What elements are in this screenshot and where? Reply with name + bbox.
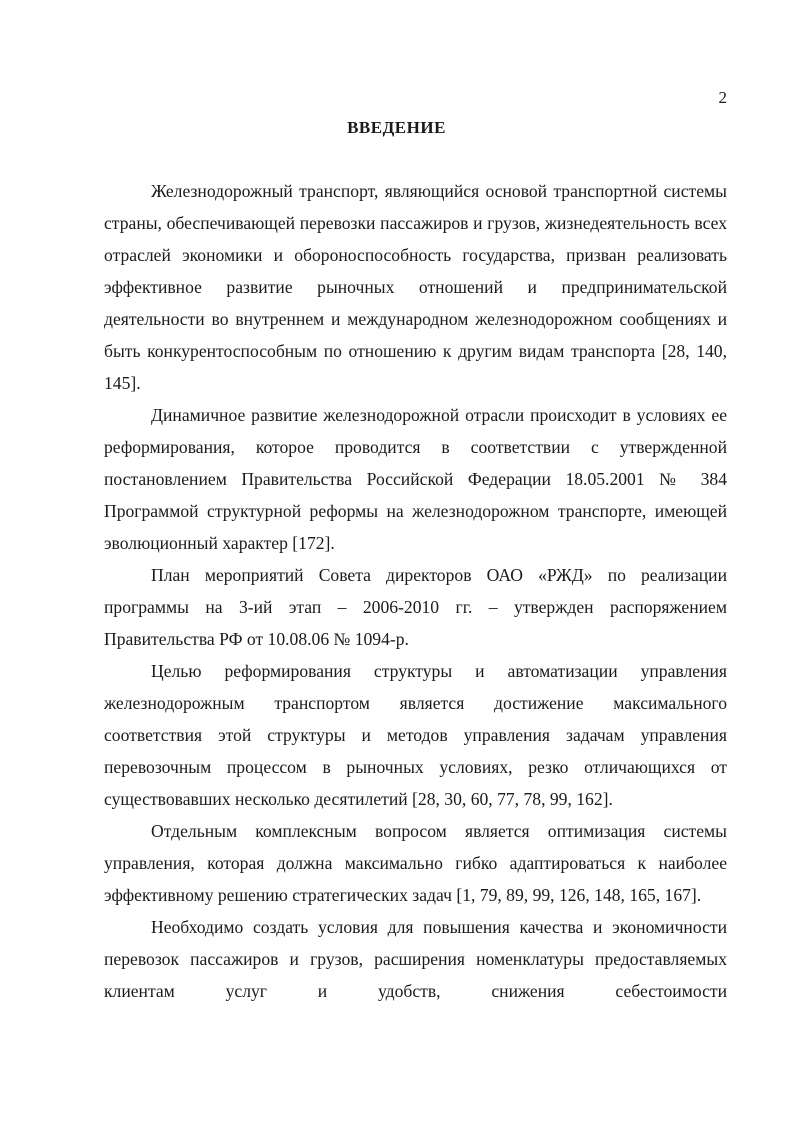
section-title: ВВЕДЕНИЕ [347,118,446,137]
paragraph-5: Отдельным комплексным вопросом является оптимизация системы управления, которая должна максимально гибко адаптироваться к наиболее эффективному решению стратегических задач [1, 79, 89, 99, 126, 148, 165, 167]. [104,821,727,905]
body-text [104,175,727,1007]
paragraph-1: Железнодорожный транспорт, являющийся основой транспортной системы страны, обеспечивающей перевозки пассажиров и грузов, жизнедеятельность всех отраслей экономики и обороноспособность государства, призван реализовать эффективное развитие рыночных отношений и предпринимательской деятельности во внутреннем и международном железнодорожном сообщениях и быть конкурентоспособным по отношению к другим видам транспорта [28, 140, 145]. [104,181,727,393]
paragraph-6: Необходимо создать условия для повышения качества и экономичности перевозок пассажиров и грузов, расширения номенклатуры предоставляемых клиентам услуг и удобств, снижения себестоимости [104,917,727,1001]
paragraph-3: План мероприятий Совета директоров ОАО «РЖД» по реализации программы на 3-ий этап – 2006-2010 гг. – утвержден распоряжением Правительства РФ от 10.08.06 № 1094-р. [104,565,727,649]
page-number: 2 [718,88,727,107]
paragraph-2: Динамичное развитие железнодорожной отрасли происходит в условиях ее реформирования, которое проводится в соответствии с утвержденной постановлением Правительства Российской Федерации 18.05.2001 № 384 Программой структурной реформы на железнодорожном транспорте, имеющей эволюционный характер [172]. [104,405,727,553]
paragraph-4: Целью реформирования структуры и автоматизации управления железнодорожным транспортом является достижение максимального соответствия этой структуры и методов управления задачам управления перевозочным процессом в рыночных условиях, резко отличающихся от существовавших несколько десятилетий [28, 30, 60, 77, 78, 99, 162]. [104,661,727,809]
